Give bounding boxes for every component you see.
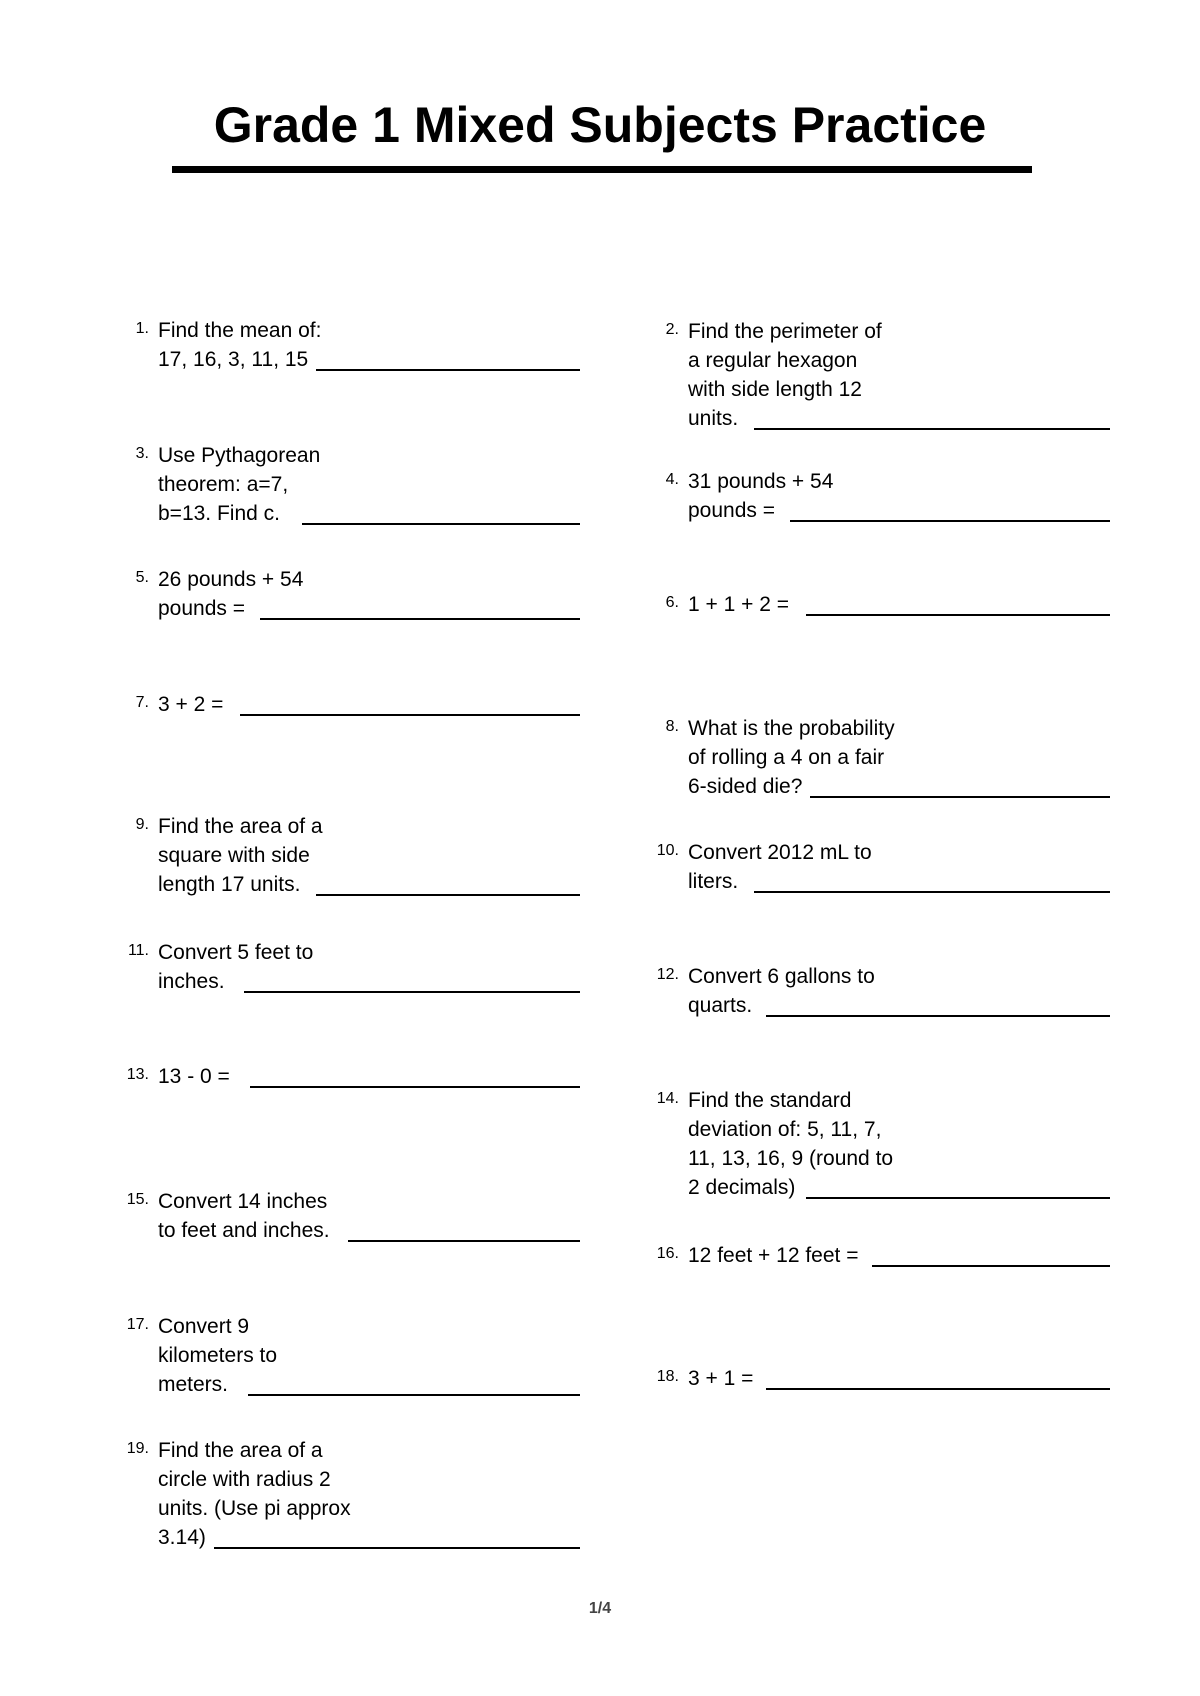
question-number: 10. (656, 842, 679, 859)
question-item (634, 317, 1110, 439)
question-item (104, 1436, 580, 1558)
question-item (104, 1187, 580, 1251)
answer-blank[interactable] (790, 520, 1110, 522)
question-text (688, 317, 1110, 433)
question-line: pounds = (688, 499, 775, 522)
question-line: 2 decimals) (688, 1176, 796, 1199)
question-line: b=13. Find c. (158, 502, 280, 525)
question-item (634, 467, 1110, 531)
answer-blank[interactable] (260, 618, 580, 620)
question-line: Convert 5 feet to (158, 941, 314, 964)
question-line: meters. (158, 1373, 229, 1396)
question-item (104, 1062, 580, 1097)
question-number: 5. (135, 569, 149, 586)
question-text (158, 1187, 580, 1245)
question-number: 8. (665, 718, 679, 735)
question-line: Find the area of a (158, 1439, 323, 1462)
answer-blank[interactable] (302, 523, 580, 525)
question-line: Find the mean of: (158, 319, 322, 342)
question-text (158, 565, 580, 623)
question-item (104, 565, 580, 629)
question-line: Find the perimeter of (688, 320, 882, 343)
question-line: 11, 13, 16, 9 (round to (688, 1147, 894, 1170)
question-number: 3. (135, 445, 149, 462)
question-item (104, 812, 580, 905)
question-item (104, 690, 580, 725)
answer-blank[interactable] (214, 1547, 580, 1549)
answer-blank[interactable] (754, 428, 1110, 430)
question-line: units. (Use pi approx (158, 1497, 351, 1520)
question-line: of rolling a 4 on a fair (688, 746, 885, 769)
question-item (104, 441, 580, 534)
question-line: Convert 2012 mL to (688, 841, 872, 864)
answer-blank[interactable] (754, 891, 1110, 893)
question-line: What is the probability (688, 717, 895, 740)
question-item (104, 1312, 580, 1405)
question-text (158, 1436, 580, 1552)
question-text (158, 441, 580, 528)
answer-blank[interactable] (766, 1015, 1110, 1017)
question-number: 17. (126, 1316, 149, 1333)
question-line: Use Pythagorean (158, 444, 321, 467)
question-text (688, 714, 1110, 801)
question-line: 13 - 0 = (158, 1065, 230, 1088)
question-number: 13. (126, 1066, 149, 1083)
question-text (688, 962, 1110, 1020)
question-number: 4. (665, 471, 679, 488)
answer-blank[interactable] (766, 1388, 1110, 1390)
question-item (634, 962, 1110, 1026)
question-text (158, 812, 580, 899)
question-line: a regular hexagon (688, 349, 858, 372)
question-item (634, 714, 1110, 807)
question-item (634, 1086, 1110, 1208)
question-line: circle with radius 2 (158, 1468, 331, 1491)
question-number: 18. (656, 1368, 679, 1385)
question-item (634, 838, 1110, 902)
answer-blank[interactable] (872, 1265, 1110, 1267)
question-item (634, 1364, 1110, 1399)
question-line: liters. (688, 870, 739, 893)
question-line: quarts. (688, 994, 753, 1017)
question-line: theorem: a=7, (158, 473, 289, 496)
question-line: pounds = (158, 597, 245, 620)
question-line: to feet and inches. (158, 1219, 330, 1242)
question-number: 2. (665, 321, 679, 338)
question-line: 6-sided die? (688, 775, 803, 798)
answer-blank[interactable] (348, 1240, 580, 1242)
question-line: Find the area of a (158, 815, 323, 838)
question-item (104, 316, 580, 380)
question-line: units. (688, 407, 739, 430)
question-line: 12 feet + 12 feet = (688, 1244, 859, 1267)
answer-blank[interactable] (240, 714, 580, 716)
question-line: inches. (158, 970, 225, 993)
question-text (688, 838, 1110, 896)
question-item (104, 938, 580, 1002)
page-number: 1/4 (588, 1600, 612, 1617)
question-text (158, 1312, 580, 1399)
question-text (158, 938, 580, 996)
question-number: 7. (135, 694, 149, 711)
answer-blank[interactable] (250, 1086, 580, 1088)
question-line: Convert 14 inches (158, 1190, 328, 1213)
question-text (158, 316, 580, 374)
question-number: 19. (126, 1440, 149, 1457)
question-number: 14. (656, 1090, 679, 1107)
question-number: 16. (656, 1245, 679, 1262)
question-number: 1. (135, 320, 149, 337)
question-text (688, 1086, 1110, 1202)
question-line: 3 + 2 = (158, 693, 224, 716)
answer-blank[interactable] (248, 1394, 580, 1396)
title-rule (172, 166, 1032, 173)
answer-blank[interactable] (806, 614, 1110, 616)
question-item (634, 1241, 1110, 1276)
question-number: 11. (127, 942, 149, 959)
question-line: 3.14) (158, 1526, 206, 1549)
question-line: deviation of: 5, 11, 7, (688, 1118, 882, 1141)
question-line: Convert 9 (158, 1315, 250, 1338)
question-line: square with side (158, 844, 310, 867)
question-item (634, 590, 1110, 625)
answer-blank[interactable] (244, 991, 580, 993)
question-line: Find the standard (688, 1089, 852, 1112)
answer-blank[interactable] (316, 369, 580, 371)
question-number: 12. (656, 966, 679, 983)
question-line: kilometers to (158, 1344, 278, 1367)
answer-blank[interactable] (316, 894, 580, 896)
question-line: 26 pounds + 54 (158, 568, 304, 591)
question-number: 15. (126, 1191, 149, 1208)
question-line: 31 pounds + 54 (688, 470, 834, 493)
question-number: 6. (665, 594, 679, 611)
answer-blank[interactable] (806, 1197, 1110, 1199)
question-number: 9. (135, 816, 149, 833)
question-line: length 17 units. (158, 873, 301, 896)
question-text (688, 467, 1110, 525)
question-line: 1 + 1 + 2 = (688, 593, 790, 616)
question-line: 3 + 1 = (688, 1367, 754, 1390)
page-title: Grade 1 Mixed Subjects Practice (213, 97, 987, 153)
question-line: Convert 6 gallons to (688, 965, 875, 988)
question-line: with side length 12 (688, 378, 862, 401)
answer-blank[interactable] (810, 796, 1110, 798)
question-line: 17, 16, 3, 11, 15 (158, 348, 309, 371)
